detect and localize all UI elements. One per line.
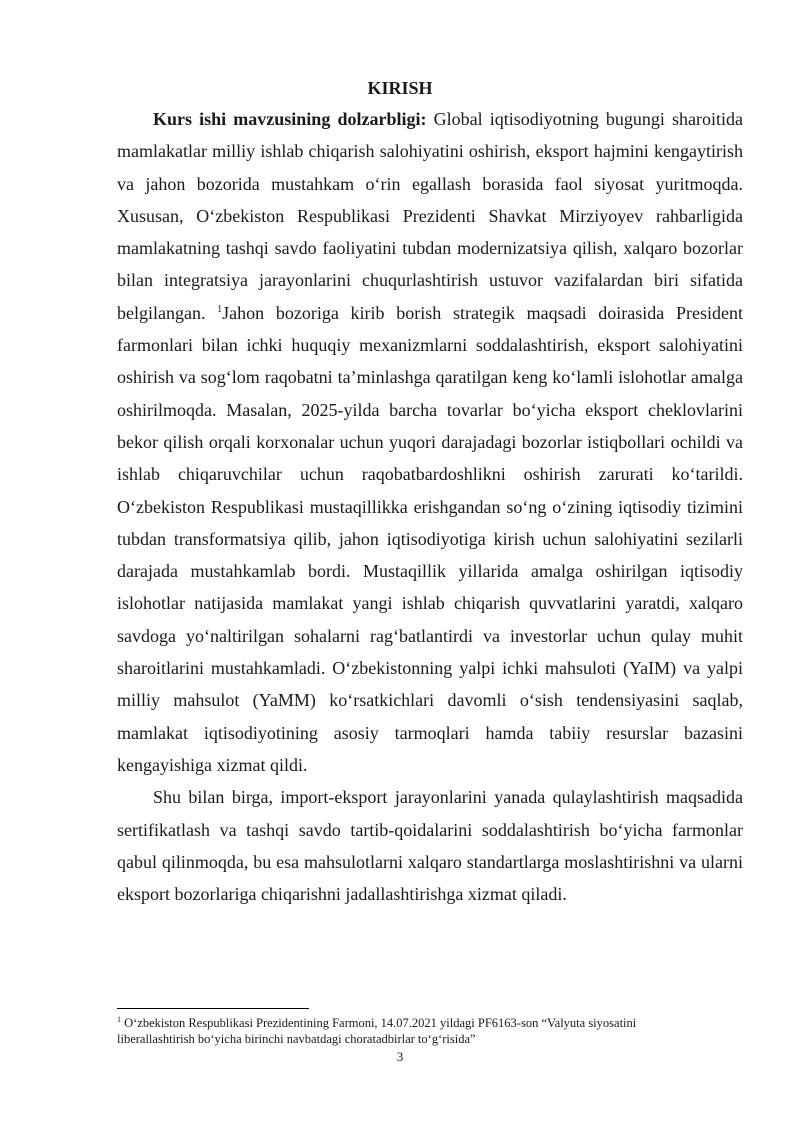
paragraph-1-text-b: Jahon bozoriga kirib borish strategik maqsadi doirasida President farmonlari bilan ichki huquqiy mexanizmlarni soddalashtirish, eksport salohiyatini oshirish va sog‘lom raqobatni ta’minlashga qaratilgan keng ko‘lamli islohotlar amalga oshirilmoqda. Masalan, 2025-yilda barcha tovarlar bo‘yicha eksport cheklovlarini bekor qilish orqali korxonalar uchun yuqori darajadagi bozorlar istiqbollari ochildi va ishlab chiqaruvchilar uchun raqobatbardoshlikni oshirish zarurati ko‘tarildi. O‘zbekiston Respublikasi mustaqillikka erishgandan so‘ng o‘zining iqtisodiy tizimini tubdan transformatsiya qilib, jahon iqtisodiyotiga kirish uchun salohiyatini sezilarli darajada mustahkamlab bordi. Mustaqillik yillarida amalga oshirilgan iqtisodiy islohotlar natijasida mamlakat yangi ishlab chiqarish quvvatlarini yaratdi, xalqaro savdoga yo‘naltirilgan sohalarni rag‘batlantirdi va investorlar uchun qulay muhit sharoitlarini mustahkamladi. O‘zbekistonning yalpi ichki mahsuloti (YaIM) va yalpi milliy mahsulot (YaMM) ko‘rsatkichlari davomli o‘sish tendensiyasini saqlab, mamlakat iqtisodiyotining asosiy tarmoqlari hamda tabiiy resurslar bazasini kengayishiga xizmat qildi. xyxy=(117,302,743,775)
page-number: 3 xyxy=(396,1049,404,1064)
page-title: KIRISH xyxy=(367,78,433,98)
paragraph-1-text-a: Global iqtisodiyotning bugungi sharoitida mamlakatlar milliy ishlab chiqarish salohiyatini oshirish, eksport hajmini kengaytirish va jahon bozorida mustahkam o‘rin egallash borasida faol siyosat yuritmoqda. Xususan, O‘zbekiston Respublikasi Prezidenti Shavkat Mirziyoyev rahbarligida mamlakatning tashqi savdo faoliyatini tubdan modernizatsiya qilish, xalqaro bozorlar bilan integratsiya jarayonlarini chuqurlashtirish ustuvor vazifalardan biri sifatida belgilangan. xyxy=(117,109,744,323)
body-text xyxy=(117,103,743,910)
paragraph-2: Shu bilan birga, import-eksport jarayonlarini yanada qulaylashtirish maqsadida sertifikatlash va tashqi savdo tartib-qoidalarini soddalashtirish bo‘yicha farmonlar qabul qilinmoqda, bu esa mahsulotlarni xalqaro standartlarga moslashtirishni va ularni eksport bozorlariga chiqarishni jadallashtirishga xizmat qiladi. xyxy=(117,787,743,905)
paragraph-lead: Kurs ishi mavzusining dolzarbligi: xyxy=(153,109,427,129)
paragraph-1 xyxy=(117,103,743,781)
footnote-separator xyxy=(117,1008,309,1009)
footnote-marker: 1 xyxy=(117,1014,121,1024)
footnote-text: O‘zbekiston Respublikasi Prezidentining Farmoni, 14.07.2021 yildagi PF6163-son “Valyuta siyosatini liberallashtirish bo‘yicha birinchi navbatdagi choratadbirlar to‘g‘risida” xyxy=(117,1016,637,1046)
footnote-reference: 1 xyxy=(217,303,223,315)
footnote xyxy=(117,1015,717,1047)
